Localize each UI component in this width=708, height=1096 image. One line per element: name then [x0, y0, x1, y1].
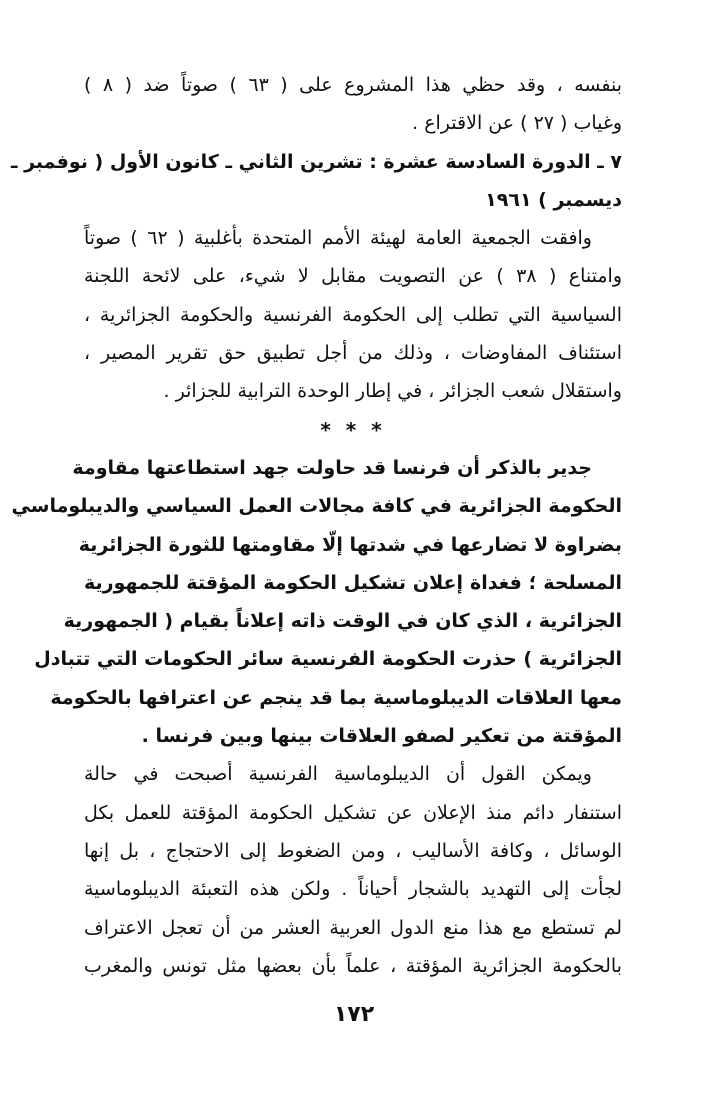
text-line: لجأت إلى التهديد بالشجار أحياناً . ولكن هذه التعبئة الديبلوماسية: [84, 878, 622, 901]
paragraph-1: [84, 66, 622, 143]
paragraph-2: [84, 219, 622, 410]
text-line: بالحكومة الجزائرية المؤقتة ، علماً بأن بعضها مثل تونس والمغرب: [84, 954, 622, 977]
text-line: الجزائرية ، الذي كان في الوقت ذاته إعلاناً بقيام ( الجمهورية: [63, 610, 622, 633]
text-line: وامتناع ( ٣٨ ) عن التصويت مقابل لا شيء، على لائحة اللجنة: [84, 265, 622, 288]
text-line: بنفسه ، وقد حظي هذا المشروع على ( ٦٣ ) صوتاً ضد ( ٨ ): [84, 74, 623, 96]
section-heading-session-16: [11, 143, 622, 220]
text-line: ٧ ـ الدورة السادسة عشرة : تشرين الثاني ـ كانون الأول ( نوفمبر ـ: [11, 150, 622, 173]
text-line: الوسائل ، وكافة الأساليب ، ومن الضغوط إلى الاحتجاج ، بل إنها: [84, 839, 622, 862]
text-line: ويمكن القول أن الديبلوماسية الفرنسية أصبحت في حالة: [84, 763, 592, 786]
text-line: السياسية التي تطلب إلى الحكومة الفرنسية والحكومة الجزائرية ،: [84, 303, 622, 326]
page-number: ١٧٢: [333, 1002, 375, 1027]
text-line: لم تستطع مع هذا منع الدول العربية العشر من أن تعجل الاعتراف: [84, 916, 622, 939]
text-line: جدير بالذكر أن فرنسا قد حاولت جهد استطاعتها مقاومة: [72, 456, 592, 479]
text-line: الجزائرية ) حذرت الحكومة الفرنسية سائر الحكومات التي تتبادل: [34, 648, 622, 671]
text-line: واستقلال شعب الجزائر ، في إطار الوحدة الترابية للجزائر .: [163, 380, 622, 403]
text-line: وافقت الجمعية العامة لهيئة الأمم المتحدة بأغلبية ( ٦٢ ) صوتاً: [84, 227, 592, 250]
text-line: الحكومة الجزائرية في كافة مجالات العمل السياسي والديبلوماسي: [11, 495, 622, 518]
section-separator: * * *: [320, 417, 386, 442]
text-line: بضراوة لا تضارعها في شدتها إلّا مقاومتها للثورة الجزائرية: [78, 533, 622, 556]
text-line: وغياب ( ٢٧ ) عن الاقتراع .: [412, 112, 622, 135]
paragraph-4: [84, 755, 622, 985]
page-body: [11, 66, 623, 985]
text-line: المؤقتة من تعكير لصفو العلاقات بينها وبين فرنسا .: [141, 725, 622, 748]
text-line: استنفار دائم منذ الإعلان عن تشكيل الحكومة المؤقتة للعمل بكل: [84, 801, 622, 824]
text-line: معها العلاقات الديبلوماسية بما قد ينجم عن اعترافها بالحكومة: [50, 686, 622, 709]
text-line: المسلحة ؛ فغداة إعلان تشكيل الحكومة المؤقتة للجمهورية: [84, 571, 622, 594]
text-line: ديسمبر ) ١٩٦١: [485, 188, 622, 211]
text-line: استئناف المفاوضات ، وذلك من أجل تطبيق حق تقرير المصير ،: [84, 342, 622, 365]
paragraph-3: [11, 449, 622, 755]
